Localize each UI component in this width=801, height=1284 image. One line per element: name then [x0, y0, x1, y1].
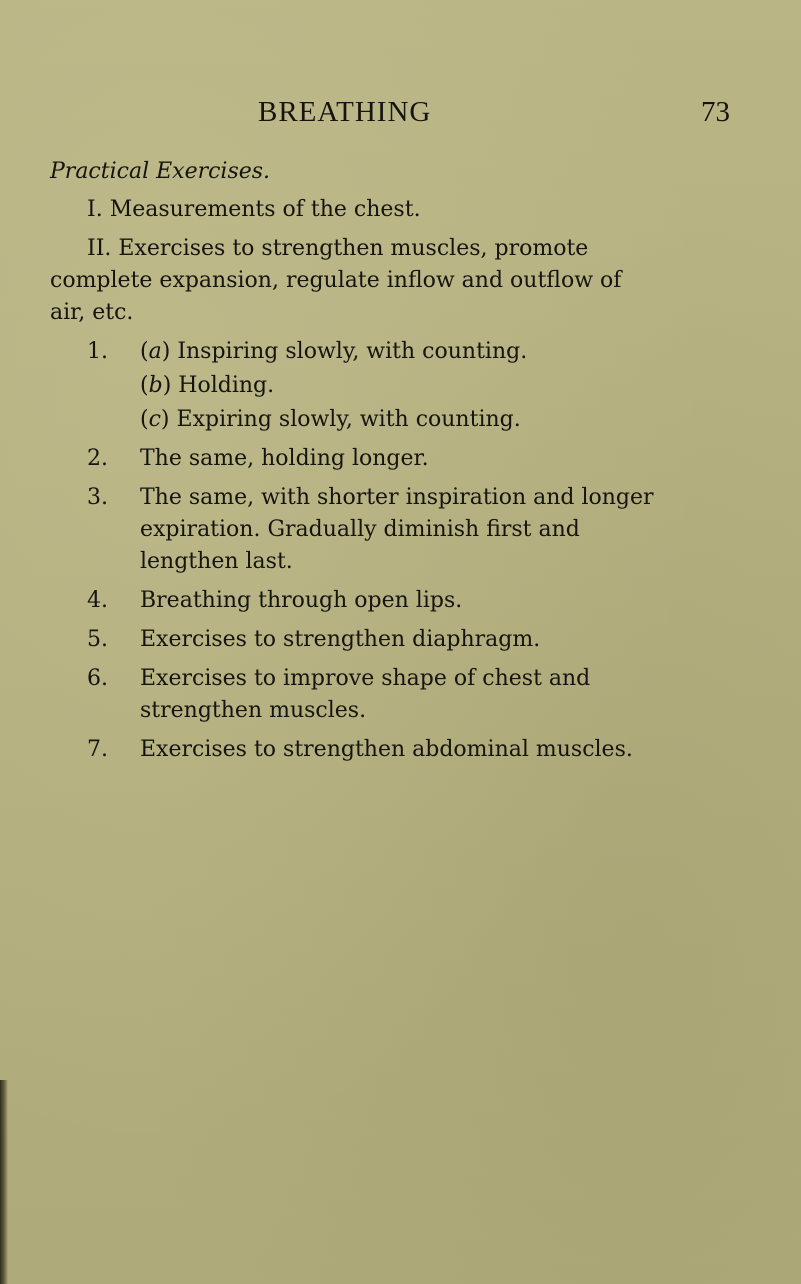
sub-list — [140, 336, 660, 436]
sub-item — [140, 370, 660, 402]
item-number: 7. — [87, 737, 108, 762]
list-item — [50, 734, 660, 766]
paragraph-exercises-overview — [50, 233, 660, 329]
item-text: Exercises to improve shape of chest and strengthen muscles. — [140, 666, 591, 723]
sub-letter: a — [148, 339, 162, 364]
item-text: Exercises to strengthen abdominal muscles. — [140, 737, 633, 762]
sub-letter: c — [148, 407, 161, 432]
list-item — [50, 443, 660, 475]
list-item — [50, 482, 660, 578]
paren-close: ) — [162, 373, 172, 398]
page-header — [0, 96, 801, 136]
list-item — [50, 624, 660, 656]
item-number: 4. — [87, 588, 108, 613]
sub-letter: b — [148, 373, 163, 398]
sub-text: Expiring slowly, with counting. — [176, 407, 521, 432]
sub-text: Holding. — [178, 373, 275, 398]
section-title: Practical Exercises. — [50, 159, 271, 184]
item-text: The same, holding longer. — [140, 446, 429, 471]
paragraph-text: Exercises to strengthen muscles, promote complete expansion, regulate inflow and outflow of air, etc. — [50, 236, 622, 325]
paren-open: ( — [140, 373, 149, 398]
sub-text: Inspiring slowly, with counting. — [177, 339, 528, 364]
item-text: The same, with shorter inspiration and longer expiration. Gradually diminish first and lengthen last. — [140, 485, 654, 574]
exercise-list — [50, 336, 660, 766]
list-item — [50, 663, 660, 727]
paren-close: ) — [160, 407, 170, 432]
paragraph-measurements — [50, 194, 660, 226]
list-item — [50, 336, 660, 436]
paren-close: ) — [161, 339, 171, 364]
list-item — [50, 585, 660, 617]
binding-shadow — [0, 1080, 8, 1284]
paren-open: ( — [140, 339, 149, 364]
page-number: 73 — [701, 96, 730, 128]
roman-numeral: I. — [87, 197, 103, 222]
item-text: Exercises to strengthen diaphragm. — [140, 627, 541, 652]
paragraph-text: Measurements of the chest. — [109, 197, 421, 222]
sub-item — [140, 404, 660, 436]
paren-open: ( — [140, 407, 149, 432]
item-number: 3. — [87, 485, 108, 510]
page-body — [50, 156, 660, 773]
item-number: 1. — [87, 339, 108, 364]
item-number: 6. — [87, 666, 108, 691]
roman-numeral: II. — [87, 236, 112, 261]
item-number: 5. — [87, 627, 108, 652]
item-number: 2. — [87, 446, 108, 471]
running-head: BREATHING — [258, 96, 432, 128]
sub-item — [140, 336, 660, 368]
item-text: Breathing through open lips. — [140, 588, 463, 613]
